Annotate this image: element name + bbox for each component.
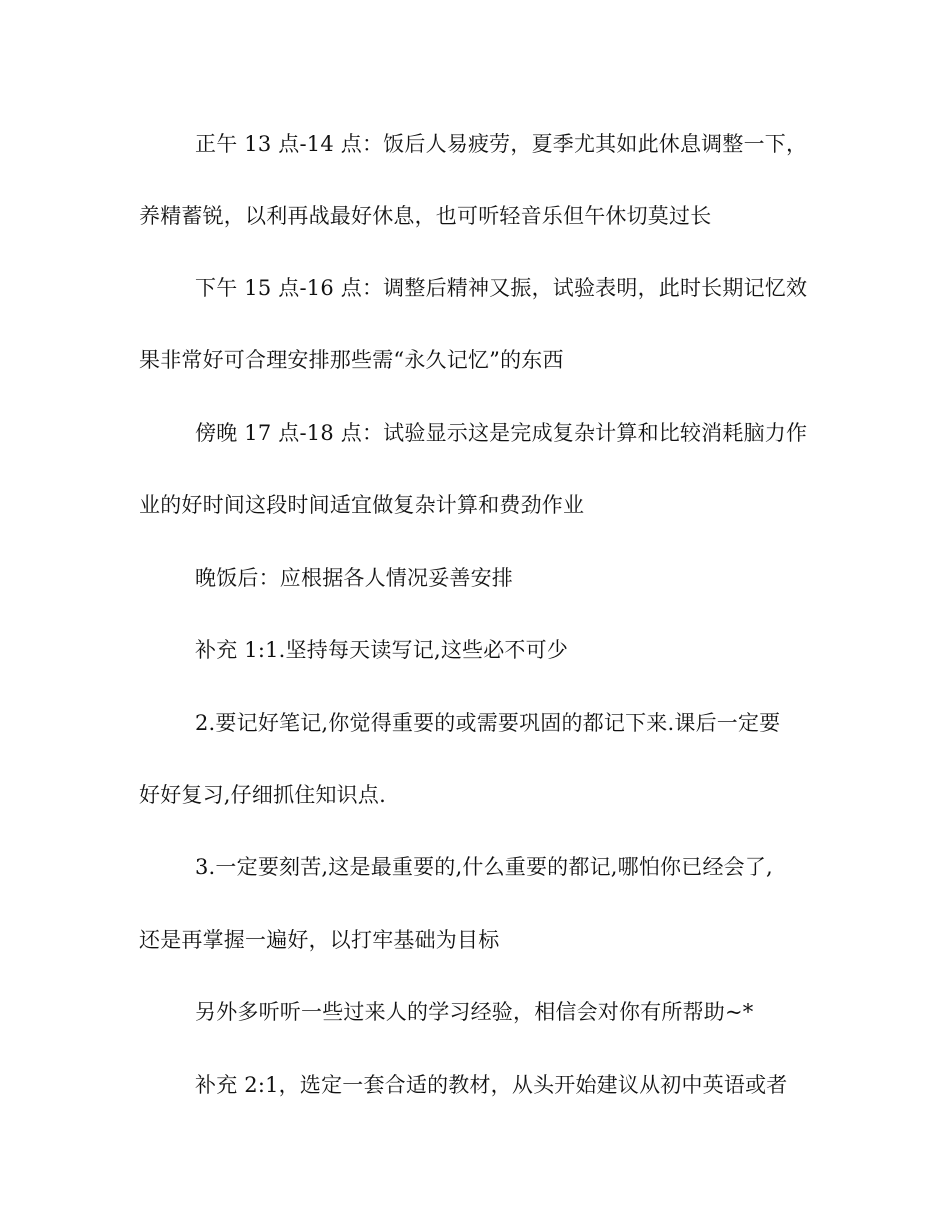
paragraph-line: 正午 13 点-14 点：饭后人易疲劳，夏季尤其如此休息调整一下，: [195, 132, 808, 156]
paragraph-line: 另外多听听一些过来人的学习经验，相信会对你有所帮助~*: [195, 1000, 754, 1024]
paragraph-line: 3.一定要刻苦,这是最重要的,什么重要的都记,哪怕你已经会了,: [195, 855, 773, 879]
paragraph-line: 2.要记好笔记,你觉得重要的或需要巩固的都记下来.课后一定要: [195, 711, 781, 735]
paragraph-line: 养精蓄锐，以利再战最好休息，也可听轻音乐但午休切莫过长: [139, 204, 712, 228]
paragraph-line: 下午 15 点-16 点：调整后精神又振，试验表明，此时长期记忆效: [195, 276, 808, 300]
paragraph-line: 晚饭后：应根据各人情况妥善安排: [195, 566, 513, 590]
paragraph-line: 果非常好可合理安排那些需“永久记忆”的东西: [139, 348, 564, 372]
paragraph-line: 补充 2:1，选定一套合适的教材，从头开始建议从初中英语或者: [195, 1073, 788, 1097]
paragraph-line: 傍晚 17 点-18 点：试验显示这是完成复杂计算和比较消耗脑力作: [195, 421, 808, 445]
paragraph-line: 业的好时间这段时间适宜做复杂计算和费劲作业: [139, 493, 585, 517]
paragraph-line: 还是再掌握一遍好，以打牢基础为目标: [139, 928, 500, 952]
paragraph-line: 好好复习,仔细抓住知识点.: [139, 783, 386, 807]
paragraph-line: 补充 1:1.坚持每天读写记,这些必不可少: [195, 638, 569, 662]
